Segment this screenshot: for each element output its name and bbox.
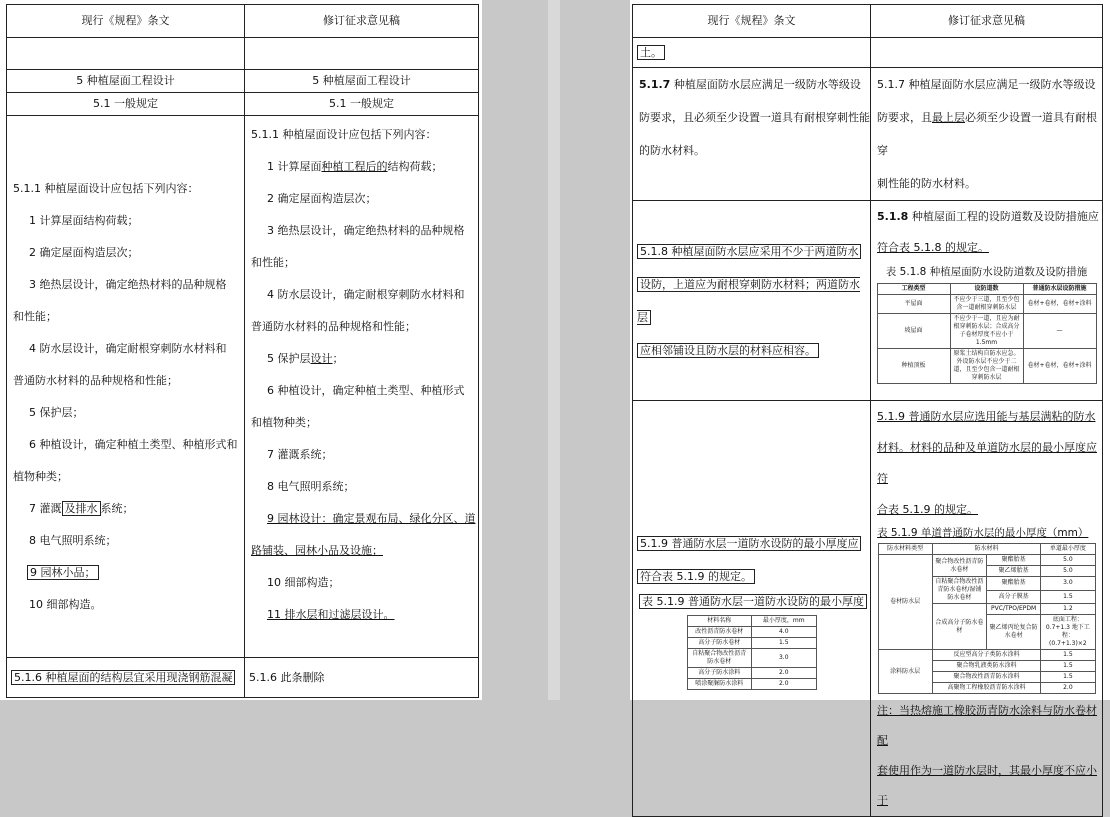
section-title-current: 5.1 一般规定 <box>7 93 245 116</box>
clause-511-revised: 5.1.1 种植屋面设计应包括下列内容： 1 计算屋面种植工程后的结构荷载； 2 确定屋面构造层次； 3 绝热层设计，确定绝热材料的品种规格 和性能； 4 防水层设计，确定耐根穿刺防水材料和 普通防水材料的品种规格和性能； 5 保护层设计； 6 种植设计，确定种植土类型、种植形式 和植物种类； 7 灌溉系统； 8 电气照明系统； 9 园林设计：确定景观布局、绿化分区、道 路铺装、园林小品及设施； 10 细部构造； 11 排水层和过滤层设计。 <box>245 116 479 658</box>
chapter-title-revised: 5 种植屋面工程设计 <box>245 70 479 93</box>
right-page <box>630 0 1110 807</box>
chapter-title-current: 5 种植屋面工程设计 <box>7 70 245 93</box>
section-title-revised: 5.1 一般规定 <box>245 93 479 116</box>
table-519-note: 注：当热熔施工橡胶沥青防水涂料与防水卷材配 <box>877 704 1097 747</box>
header-current: 现行《规程》条文 <box>633 5 871 38</box>
clause-511-lead: 5.1.1 种植屋面设计应包括下列内容： <box>13 182 199 195</box>
clause-517-revised: 5.1.7 种植屋面防水层应满足一级防水等级设 防要求，且最上层必须至少设置一道具有耐根穿 刺性能的防水材料。 <box>871 68 1103 201</box>
table-519-current: 材料名称 最小厚度，mm 改性沥青防水卷材 4.0 高分子防水卷材 1.5 自粘聚合物改性沥青防水卷材 3.0 高分子防水涂料 2.0 喷涂聚脲防水涂料 2.0 <box>687 615 817 690</box>
clause-516-current: 5.1.6 种植屋面的结构层宜采用现浇钢筋混凝 <box>7 658 245 698</box>
continued-text: 土。 <box>637 45 665 60</box>
left-page <box>0 0 482 700</box>
clause-517-current: 5.1.7 种植屋面防水层应满足一级防水等级设 防要求，且必须至少设置一道具有耐根穿刺性能 的防水材料。 <box>633 68 871 201</box>
table-519-revised-caption: 表 5.1.9 单道普通防水层的最小厚度（mm） <box>877 527 1089 539</box>
table-518-caption: 表 5.1.8 种植屋面防水设防道数及设防措施 <box>885 266 1088 278</box>
header-revised: 修订征求意见稿 <box>871 5 1103 38</box>
marked-item-9: 9 园林小品； <box>27 565 99 580</box>
clause-516-revised: 5.1.6 此条删除 <box>245 658 479 698</box>
table-519-current-caption: 表 5.1.9 普通防水层一道防水设防的最小厚度 <box>633 593 870 611</box>
page-gap <box>548 0 560 700</box>
clause-511-current: 5.1.1 种植屋面设计应包括下列内容： 1 计算屋面结构荷载； 2 确定屋面构造层次； 3 绝热层设计，确定绝热材料的品种规格 和性能； 4 防水层设计，确定耐根穿刺防水材料和 普通防水材料的品种规格和性能； 5 保护层； 6 种植设计，确定种植土类型、种植形式和 植物种类； 7 灌溉 及排水 系统； 8 电气照明系统； 9 园林小品； 10 细部构造。 <box>7 116 245 658</box>
clause-519-current: 5.1.9 普通防水层一道防水设防的最小厚度应 符合表 5.1.9 的规定。 表 5.1.9 普通防水层一道防水设防的最小厚度 材料名称 最小厚度，mm 改性沥青防水卷材 4.0 高分子防水卷材 1.5 自粘聚合物改性沥青防水卷材 3.0 高分子防水涂料 2.0 喷涂聚脲防水涂料 2.0 <box>633 401 871 817</box>
clause-518-current: 5.1.8 种植屋面防水层应采用不少于两道防水 设防，上道应为耐根穿刺防水材料；两道防水层 应相邻铺设且防水层的材料应相容。 <box>633 201 871 401</box>
clause-518-revised: 5.1.8 种植屋面工程的设防道数及设防措施应 符合表 5.1.8 的规定。 表 5.1.8 种植屋面防水设防道数及设防措施 工程类型 设防道数 普通防水层设防措施 平屋面 不应少于三道，且至少包含一道耐根穿刺防水层 卷材+卷材，卷材+涂料 坡屋面 不应少于一道，且应为耐根穿刺防水层；合成高分子卷材厚度不应小于 1.5mm — 种植顶板 原浆土结构自防水应急。外设防水层不应少于二道，且至少包含一道耐根穿刺防水层 卷材+卷材，卷材+涂料 <box>871 201 1103 401</box>
clause-519-revised: 5.1.9 普通防水层应选用能与基层满粘的防水 材料。材料的品种及单道防水层的最小厚度应符 合表 5.1.9 的规定。 表 5.1.9 单道普通防水层的最小厚度（mm） 防水材料类型 防水材料 单道最小厚度 卷材防水层 聚合物改性沥青防水卷材 聚酯胎基 5.0 聚乙烯胎基 5.0 自粘聚合物改性沥青防水卷材/湿铺防水卷材 聚酯胎基 3.0 高分子膜基 1.5 合成高分子防水卷材 PVC/TPO/EPDM 1.2 聚乙烯丙纶复合防水卷材 底面工程：0.7+1.3 地下工程：(0.7+1.3)×2 涂料防水层 反应型高分子类防水涂料 1.5 聚合物乳液类防水涂料 1.5 聚合物改性沥青防水涂料 1.5 高聚物工程橡胶沥青防水涂料 2.0 注：当热熔施工橡胶沥青防水涂料与防水卷材配 套使用作为一道防水层时，其最小厚度不应小于 <box>871 401 1103 817</box>
comparison-table-right <box>632 4 1103 817</box>
comparison-table-left <box>6 4 479 698</box>
header-current: 现行《规程》条文 <box>7 5 245 38</box>
marked-insert: 及排水 <box>62 501 101 516</box>
table-518: 工程类型 设防道数 普通防水层设防措施 平屋面 不应少于三道，且至少包含一道耐根穿刺防水层 卷材+卷材，卷材+涂料 坡屋面 不应少于一道，且应为耐根穿刺防水层；合成高分子卷材厚度不应小于 1.5mm — 种植顶板 原浆土结构自防水应急。外设防水层不应少于二道，且至少包含一道耐根穿刺防水层 卷材+卷材，卷材+涂料 <box>877 283 1097 384</box>
header-revised: 修订征求意见稿 <box>245 5 479 38</box>
table-519-revised: 防水材料类型 防水材料 单道最小厚度 卷材防水层 聚合物改性沥青防水卷材 聚酯胎基 5.0 聚乙烯胎基 5.0 自粘聚合物改性沥青防水卷材/湿铺防水卷材 聚酯胎基 3.0 高分子膜基 1.5 合成高分子防水卷材 PVC/TPO/EPDM 1.2 聚乙烯丙纶复合防水卷材 底面工程：0.7+1.3 地下工程：(0.7+1.3)×2 涂料防水层 反应型高分子类防水涂料 1.5 聚合物乳液类防水涂料 1.5 聚合物改性沥青防水涂料 1.5 高聚物工程橡胶沥青防水涂料 2.0 <box>878 543 1096 694</box>
